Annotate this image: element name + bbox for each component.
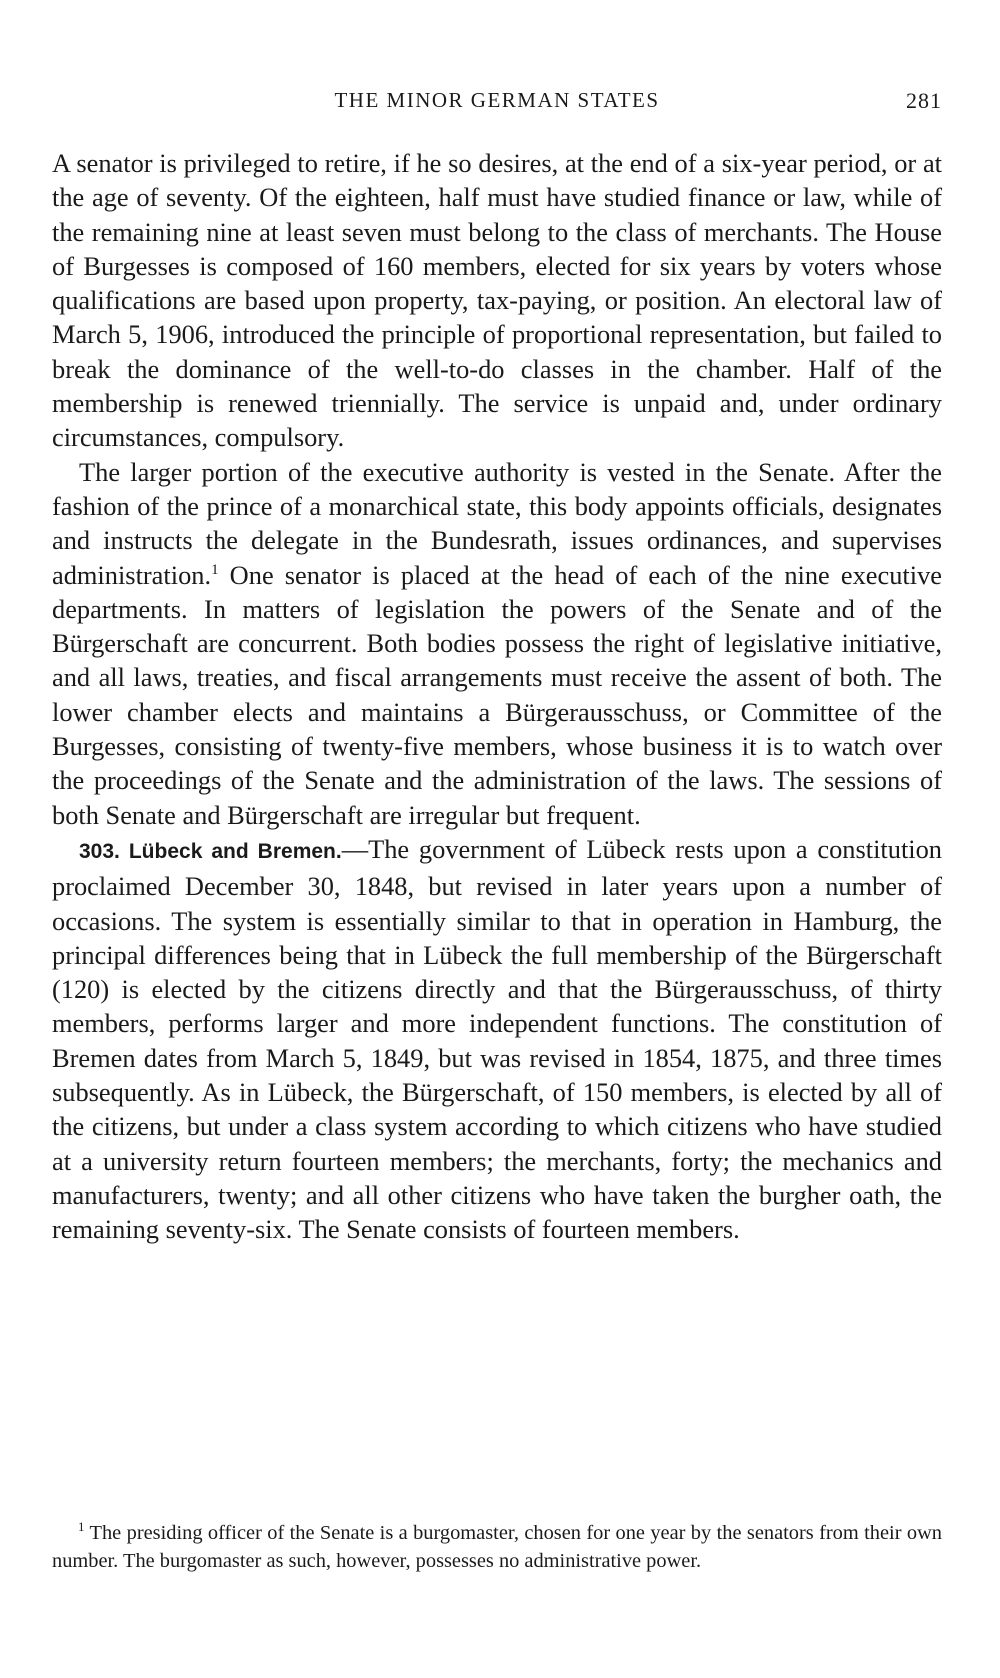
section-heading: 303. Lübeck and Bremen. [79,839,342,863]
running-head-title: THE MINOR GERMAN STATES [334,88,660,112]
page-number: 281 [906,88,942,113]
footnote-mark: 1 [78,1519,85,1534]
running-head [52,88,942,122]
footnote [52,1520,942,1575]
book-page [52,0,942,1678]
footnotes [52,1520,942,1575]
paragraph-text: The larger portion of the executive authority is vested in the Senate. After the fashion of the prince of a monarchical state, this body appoints officials, designates and instructs the delegate in the Bundesrath, issues ordinances, and supervises administration. [52,456,942,590]
footnote-reference: 1 [211,561,219,578]
paragraph-lubeck-bremen [52,832,942,1247]
paragraph-executive-authority [52,455,942,832]
paragraph-senate-retirement: A senator is privileged to retire, if he so desires, at the end of a six-year period, or at the age of seventy. Of the eighteen, half must have studied finance or law, while of the remaining nine at least seven must belong to the class of merchants. The House of Burgesses is composed of 160 members, elected for six years by voters whose qualifications are based upon property, tax-paying, or position. An electoral law of March 5, 1906, introduced the principle of proportional representation, but failed to break the dominance of the well-to-do classes in the chamber. Half of the membership is renewed triennially. The service is unpaid and, under ordinary circumstances, compulsory. [52,148,942,453]
footnote-text: The presiding officer of the Senate is a burgomaster, chosen for one year by the senators from their own number. The burgomaster as such, however, possesses no administrative power. [52,1522,942,1572]
paragraph-text: One senator is placed at the head of each of the nine executive departments. In matters of legislation the powers of the Senate and of the Bürgerschaft are concurrent. Both bodies possess the right of legislative initiative, and all laws, treaties, and fiscal arrangements must receive the assent of both. The lower chamber elects and maintains a Bürgerausschuss, or Committee of the Burgesses, consisting of twenty-five members, whose business it is to watch over the proceedings of the Senate and the administration of the laws. The sessions of both Senate and Bürgerschaft are irregular but frequent. [52,559,942,830]
body-text [52,146,942,1247]
paragraph-text: —The government of Lübeck rests upon a constitution proclaimed December 30, 1848, but revised in later years upon a number of occasions. The system is essentially similar to that in operation in Hamburg, the principal differences being that in Lübeck the full membership of the Bürgerschaft (120) is elected by the citizens directly and that the Bürgerausschuss, of thirty members, performs larger and more independent functions. The constitution of Bremen dates from March 5, 1849, but was revised in 1854, 1875, and three times subsequently. As in Lübeck, the Bürgerschaft, of 150 members, is elected by all of the citizens, but under a class system according to which citizens who have studied at a university return fourteen members; the merchants, forty; the mechanics and manufacturers, twenty; and all other citizens who have taken the burgher oath, the remaining seventy-six. The Senate consists of fourteen members. [52,833,942,1245]
